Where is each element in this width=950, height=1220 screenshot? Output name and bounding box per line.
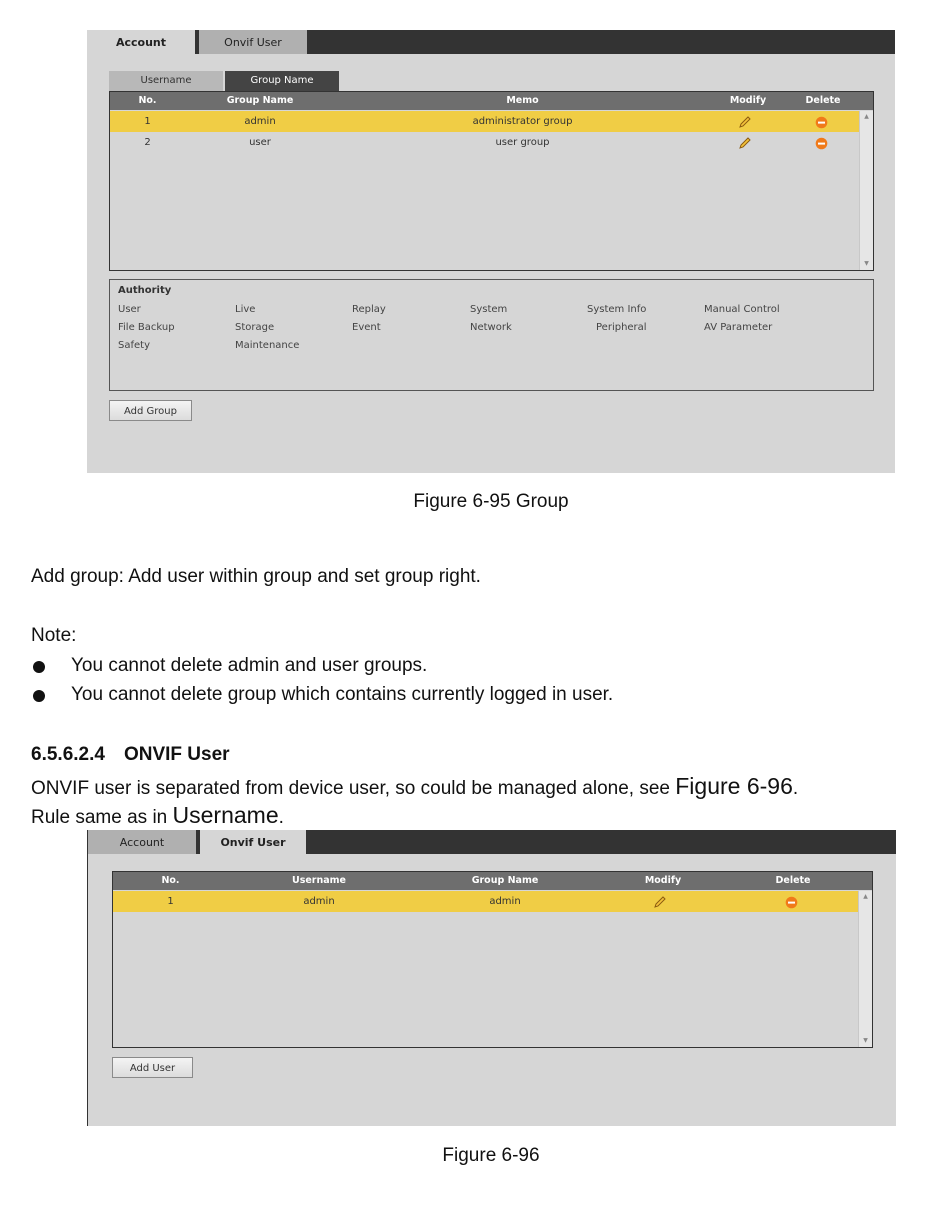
scroll-up-icon[interactable]: ▲: [864, 113, 869, 120]
authority-item-replay: Replay: [352, 304, 386, 315]
pencil-icon[interactable]: [737, 135, 753, 151]
section-title: ONVIF User: [123, 744, 230, 765]
scroll-down-icon[interactable]: ▼: [864, 260, 869, 267]
table-row[interactable]: [110, 111, 859, 132]
scroll-up-icon[interactable]: ▲: [863, 893, 868, 900]
vertical-scrollbar[interactable]: [858, 891, 872, 1047]
col-modify-header: Modify: [644, 875, 682, 886]
bullet-dot-icon: [33, 661, 45, 673]
authority-item-system-info: System Info: [587, 304, 647, 315]
cell-memo: user group: [495, 137, 550, 148]
section-heading: [31, 744, 230, 766]
authority-item-manual-control: Manual Control: [704, 304, 780, 315]
onvif-user-panel: [87, 830, 896, 1126]
table-row[interactable]: [110, 132, 859, 153]
add-group-description: Add group: Add user within group and set group right.: [31, 566, 481, 587]
col-delete-header: Delete: [775, 875, 811, 886]
figure-6-95-caption: Figure 6-95 Group: [413, 491, 569, 512]
cell-username: admin: [303, 896, 335, 907]
rule-description-text: Rule same as in: [31, 807, 173, 828]
note-label: Note:: [31, 625, 77, 646]
tab-account[interactable]: Account: [88, 830, 196, 854]
bullet-dot-icon: [33, 690, 45, 702]
minus-circle-icon[interactable]: [813, 135, 829, 151]
col-modify-header: Modify: [729, 95, 767, 106]
figure-6-96-reference: Figure 6-96: [675, 773, 793, 799]
authority-title: Authority: [118, 285, 172, 296]
pencil-icon[interactable]: [737, 114, 753, 130]
authority-item-user: User: [118, 304, 141, 315]
subtab-group-name[interactable]: Group Name: [225, 71, 339, 91]
cell-group-name: admin: [244, 116, 276, 127]
group-settings-panel: [87, 30, 895, 473]
add-user-button[interactable]: Add User: [112, 1057, 193, 1078]
col-no-header: No.: [138, 95, 157, 106]
authority-item-maintenance: Maintenance: [235, 340, 300, 351]
table-header: [110, 92, 873, 110]
authority-item-live: Live: [235, 304, 256, 315]
onvif-user-table: [112, 871, 873, 1048]
table-row[interactable]: [113, 891, 858, 912]
onvif-description-end: .: [792, 778, 799, 799]
rule-description: [31, 802, 284, 829]
note-bullet-2: You cannot delete group which contains currently logged in user.: [71, 684, 614, 705]
col-memo-header: Memo: [506, 95, 539, 106]
col-username-header: Username: [291, 875, 346, 886]
tab-onvif-user[interactable]: Onvif User: [200, 830, 306, 854]
cell-no: 1: [167, 896, 174, 907]
figure-6-96-caption: Figure 6-96: [442, 1145, 540, 1166]
minus-circle-icon[interactable]: [813, 114, 829, 130]
authority-item-av-parameter: AV Parameter: [704, 322, 773, 333]
vertical-scrollbar[interactable]: [859, 111, 873, 270]
authority-box: [109, 279, 874, 391]
cell-no: 2: [144, 137, 151, 148]
onvif-description-text: ONVIF user is separated from device user, so could be managed alone, see: [31, 778, 676, 799]
group-table: [109, 91, 874, 271]
minus-circle-icon[interactable]: [783, 894, 799, 910]
note-bullet-1: You cannot delete admin and user groups.: [71, 655, 428, 676]
col-delete-header: Delete: [805, 95, 841, 106]
username-reference: Username: [172, 802, 279, 828]
cell-group-name: user: [249, 137, 271, 148]
authority-item-system: System: [470, 304, 508, 315]
tab-onvif-user[interactable]: Onvif User: [199, 30, 307, 54]
authority-item-event: Event: [352, 322, 381, 333]
scroll-down-icon[interactable]: ▼: [863, 1037, 868, 1044]
authority-item-storage: Storage: [235, 322, 275, 333]
table-header: [113, 872, 872, 890]
section-number: 6.5.6.2.4: [31, 744, 105, 765]
authority-item-file-backup: File Backup: [118, 322, 175, 333]
rule-description-end: .: [278, 807, 284, 828]
col-group-name-header: Group Name: [471, 875, 539, 886]
authority-item-network: Network: [470, 322, 512, 333]
onvif-description: [31, 773, 798, 800]
col-group-name-header: Group Name: [226, 95, 294, 106]
tab-account[interactable]: Account: [87, 30, 195, 54]
subtab-username[interactable]: Username: [109, 71, 223, 91]
cell-memo: administrator group: [472, 116, 573, 127]
cell-no: 1: [144, 116, 151, 127]
cell-group-name: admin: [489, 896, 521, 907]
pencil-icon[interactable]: [652, 894, 668, 910]
col-no-header: No.: [161, 875, 180, 886]
add-group-button[interactable]: Add Group: [109, 400, 192, 421]
authority-item-peripheral: Peripheral: [596, 322, 647, 333]
authority-item-safety: Safety: [118, 340, 150, 351]
